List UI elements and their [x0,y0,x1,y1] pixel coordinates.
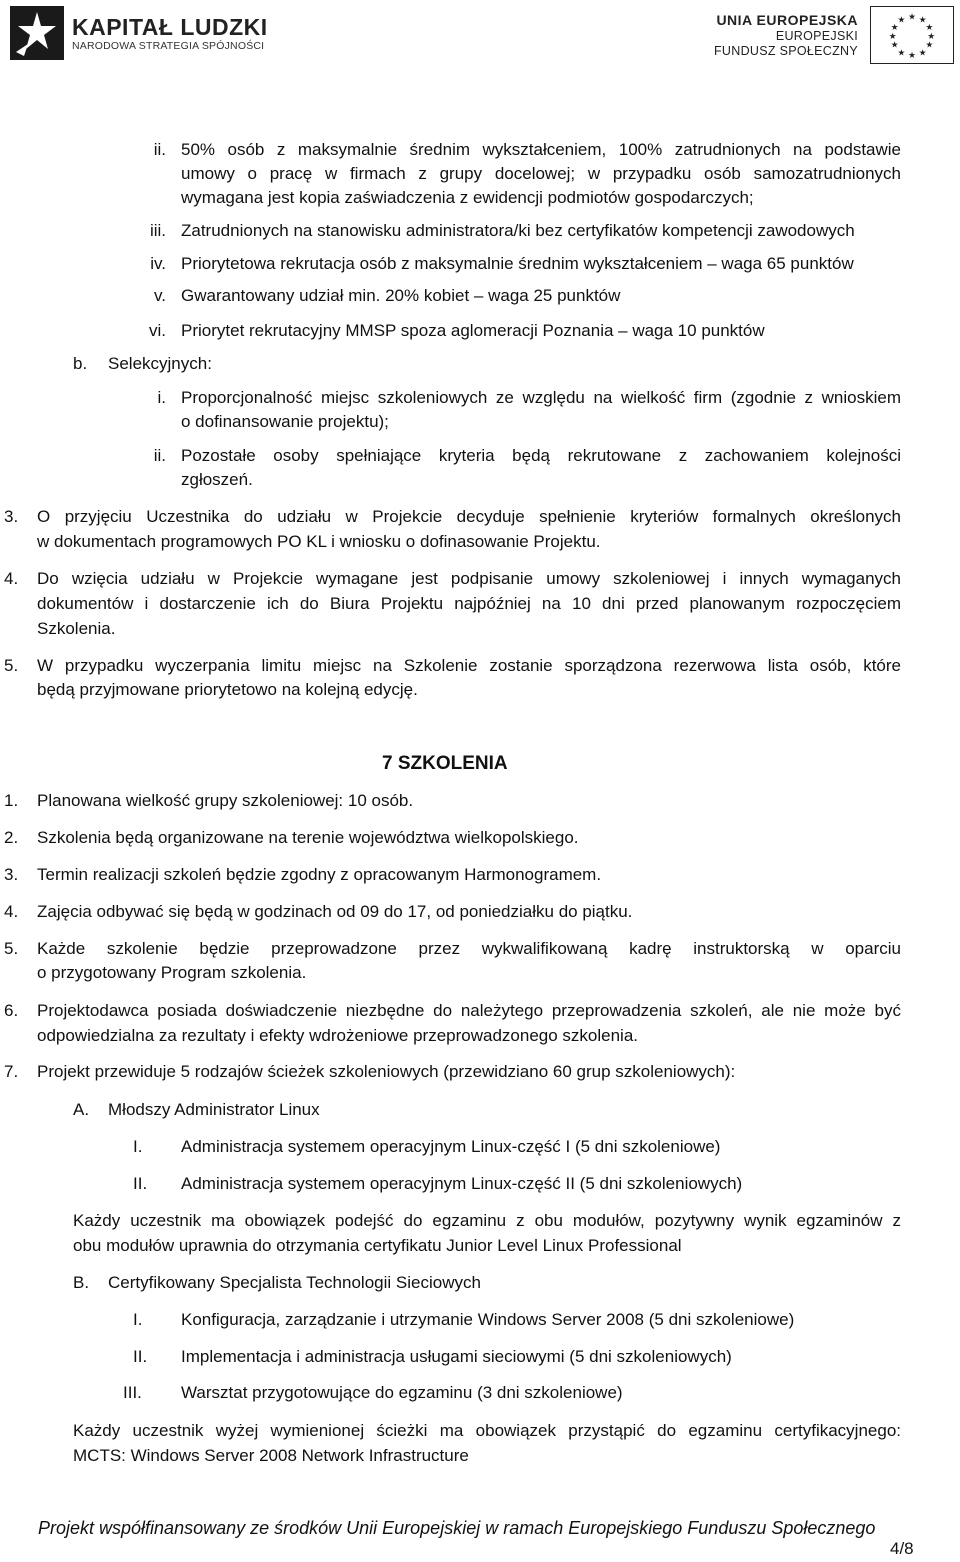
kapital-ludzki-title: KAPITAŁ LUDZKI [72,13,268,40]
svg-text:★: ★ [918,47,927,58]
list-item-line: O przyjęciu Uczestnika do udziału w Projekcie decyduje spełnienie kryteriów formalnych określonych [37,507,901,526]
eu-title: UNIA EUROPEJSKA [716,11,858,28]
list-item-number: 4. [4,902,19,921]
module-text: Konfiguracja, zarządzanie i utrzymanie Windows Server 2008 (5 dni szkoleniowe) [181,1310,795,1329]
list-item-number: 5. [4,939,19,958]
list-item-number: 7. [4,1062,19,1081]
kapital-ludzki-subtitle: NARODOWA STRATEGIA SPÓJNOŚCI [72,39,265,52]
list-item-number: 3. [4,865,19,884]
list-item-line: Pozostałe osoby spełniające kryteria będą rekrutowane z zachowaniem kolejności [181,446,901,465]
list-item-number: vi. [149,321,166,340]
list-item-number: 2. [4,828,19,847]
list-item-line: o przygotowany Program szkolenia. [37,963,307,982]
svg-text:★: ★ [918,14,927,25]
path-note-line: MCTS: Windows Server 2008 Network Infrastructure [73,1446,469,1465]
list-item-line: w dokumentach programowych PO KL i wniosku o dofinasowanie Projektu. [37,532,601,551]
path-title: Certyfikowany Specjalista Technologii Sieciowych [108,1273,481,1292]
list-item-line: Priorytetowa rekrutacja osób z maksymalnie średnim wykształceniem – waga 65 punktów [181,254,854,273]
eu-flag-icon [870,6,954,64]
list-item-line: Szkolenia. [37,619,116,638]
svg-text:★: ★ [925,39,934,50]
section-b-number: b. [73,354,88,373]
path-number: A. [73,1100,90,1119]
eu-line2: EUROPEJSKI [775,28,858,43]
module-number: I. [133,1310,143,1329]
path-note-line: obu modułów uprawnia do otrzymania certyfikatu Junior Level Linux Professional [73,1236,682,1255]
path-note-line: Każdy uczestnik ma obowiązek podejść do egzaminu z obu modułów, pozytywny wynik egzaminów z [73,1211,901,1230]
list-item-line: Każde szkolenie będzie przeprowadzone przez wykwalifikowaną kadrę instruktorską w oparciu [37,939,901,958]
list-item-line: Planowana wielkość grupy szkoleniowej: 10 osób. [37,791,414,810]
footer-text: Projekt współfinansowany ze środków Unii Europejskiej w ramach Europejskiego Funduszu Społecznego [38,1518,876,1538]
list-item-line: Do wzięcia udziału w Projekcie wymagane jest podpisanie umowy szkoleniowej i innych wymaganych [37,569,901,588]
path-note-line: Każdy uczestnik wyżej wymienionej ścieżki ma obowiązek przystąpić do egzaminu certyfikacyjnego: [73,1421,901,1440]
list-item-line: odpowiedzialna za rezultaty i efekty wdrożeniowe przeprowadzonego szkolenia. [37,1026,639,1045]
list-item-line: Zatrudnionych na stanowisku administratora/ki bez certyfikatów kompetencji zawodowych [181,221,855,240]
list-item-number: 5. [4,656,19,675]
page-number: 4/8 [890,1539,914,1558]
list-item-line: Szkolenia będą organizowane na terenie województwa wielkopolskiego. [37,828,579,847]
list-item-line: Gwarantowany udział min. 20% kobiet – waga 25 punktów [181,286,621,305]
section-b-label: Selekcyjnych: [108,354,212,373]
list-item-line: W przypadku wyczerpania limitu miejsc na Szkolenie zostanie sporządzona rezerwowa lista osób, które [37,656,901,675]
list-item-line: 50% osób z maksymalnie średnim wykształceniem, 100% zatrudnionych na podstawie [181,140,901,159]
list-item-number: v. [154,286,166,305]
kapital-ludzki-logo [10,4,268,62]
kapital-ludzki-mark-icon [10,6,64,60]
list-item-line: o dofinansowanie projektu); [181,412,389,431]
module-text: Warsztat przygotowujące do egzaminu (3 dni szkoleniowe) [181,1383,623,1402]
module-text: Administracja systemem operacyjnym Linux-część II (5 dni szkoleniowych) [181,1174,743,1193]
module-number: III. [123,1383,142,1402]
list-item-number: ii. [153,140,166,159]
list-item-number: i. [157,388,166,407]
list-item-number: iv. [150,254,166,273]
section-heading: 7 SZKOLENIA [382,753,508,774]
list-item-line: wymagana jest kopia zaświadczenia z ewidencji podmiotów gospodarczych; [181,188,754,207]
path-title: Młodszy Administrator Linux [108,1100,320,1119]
list-item-number: iii. [149,221,166,240]
svg-text:★: ★ [897,47,906,58]
list-item-number: 1. [4,791,19,810]
svg-text:★: ★ [908,11,916,22]
list-item-number: 4. [4,569,19,588]
svg-text:★: ★ [925,22,934,33]
module-number: II. [133,1174,148,1193]
list-item-line: Proporcjonalność miejsc szkoleniowych ze względu na wielkość firm (zgodnie z wnioskiem [181,388,901,407]
list-item-line: Priorytet rekrutacyjny MMSP spoza aglomeracji Poznania – waga 10 punktów [181,321,765,340]
svg-text:★: ★ [890,22,899,33]
module-text: Implementacja i administracja usługami sieciowymi (5 dni szkoleniowych) [181,1347,732,1366]
svg-text:★: ★ [908,50,916,61]
list-item-line: dokumentów i dostarczenie ich do Biura Projektu najpóźniej na 10 dni przed planowanym rozpoczęciem [37,594,901,613]
eu-logo [714,4,954,66]
list-item-line: umowy o pracę w firmach z grupy docelowej; w przypadku osób samozatrudnionych [181,164,901,183]
svg-text:★: ★ [927,30,936,41]
svg-text:★: ★ [888,30,897,41]
module-number: II. [133,1347,148,1366]
svg-text:★: ★ [890,39,899,50]
list-item-number: 3. [4,507,19,526]
list-item-line: zgłoszeń. [181,470,253,489]
list-item-number: ii. [153,446,166,465]
list-item-number: 6. [4,1001,19,1020]
list-item-line: Zajęcia odbywać się będą w godzinach od 09 do 17, od poniedziałku do piątku. [37,902,633,921]
eu-line3: FUNDUSZ SPOŁECZNY [713,43,858,58]
list-item-line: Projektodawca posiada doświadczenie niezbędne do należytego przeprowadzenia szkoleń, ale nie może być [37,1001,901,1020]
module-number: I. [133,1137,143,1156]
module-text: Administracja systemem operacyjnym Linux-część I (5 dni szkoleniowe) [181,1137,721,1156]
list-item-line: będą przyjmowane priorytetowo na kolejną edycję. [37,680,418,699]
path-number: B. [73,1273,90,1292]
svg-text:★: ★ [897,14,906,25]
list-item-line: Termin realizacji szkoleń będzie zgodny z opracowanym Harmonogramem. [37,865,602,884]
list-item-line: Projekt przewiduje 5 rodzajów ścieżek szkoleniowych (przewidziano 60 grup szkoleniowych): [37,1062,736,1081]
